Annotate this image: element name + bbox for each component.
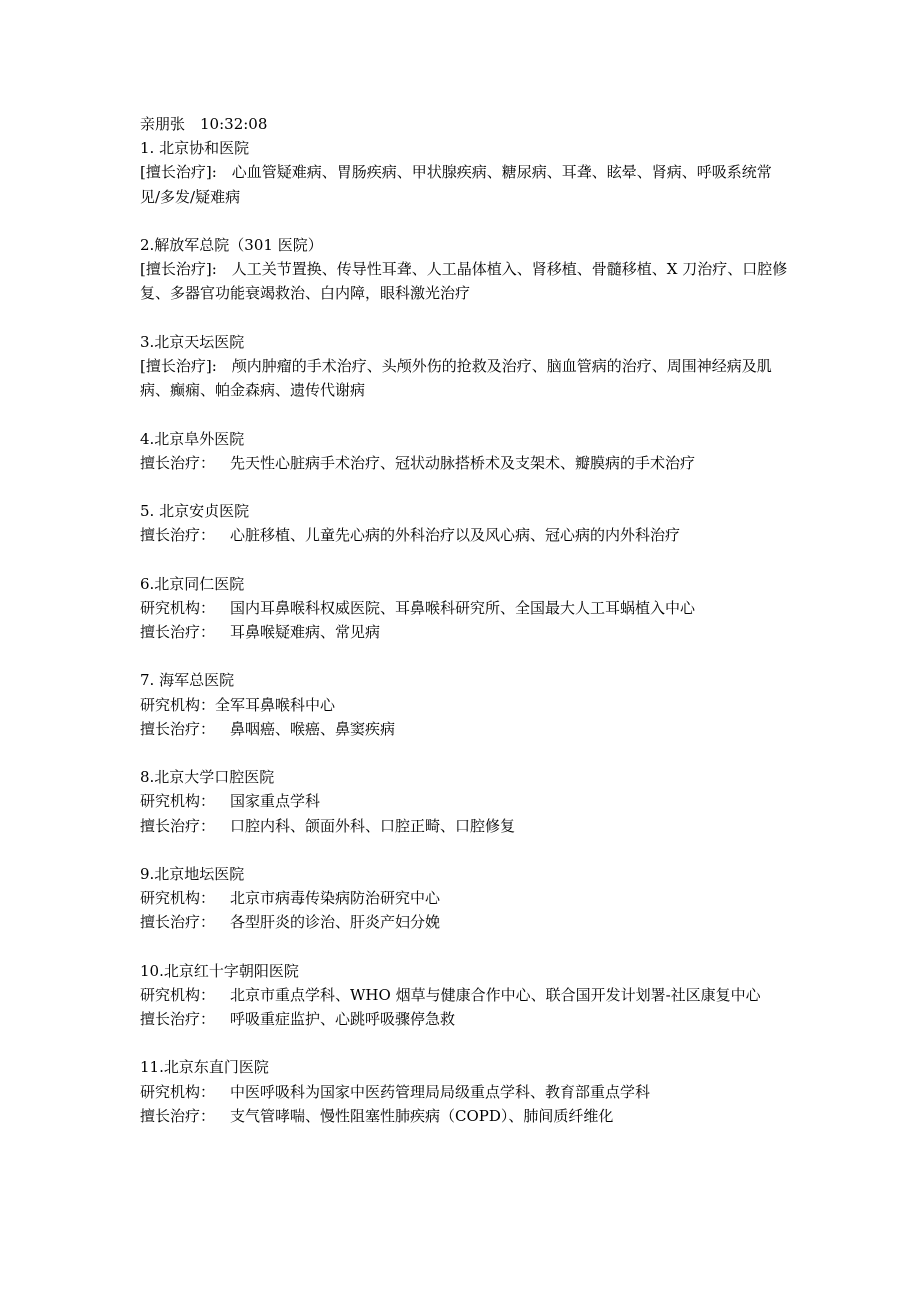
specialty-text: 颅内肿瘤的手术治疗、头颅外伤的抢救及治疗、脑血管病的治疗、周围神经病及肌病、癫痫、帕金森病、遗传代谢病 bbox=[140, 356, 772, 400]
research-text: 国家重点学科 bbox=[230, 792, 321, 811]
specialty-line bbox=[140, 160, 790, 208]
specialty-text: 鼻咽癌、喉癌、鼻窦疾病 bbox=[230, 719, 396, 738]
research-line bbox=[140, 789, 790, 813]
research-label: 研究机构： bbox=[140, 695, 216, 714]
hospital-name: 3.北京天坛医院 bbox=[140, 332, 245, 351]
specialty-label: [擅长治疗]: bbox=[140, 356, 217, 375]
research-line bbox=[140, 983, 790, 1007]
hospital-name: 8.北京大学口腔医院 bbox=[140, 768, 275, 787]
hospital-name: 9.北京地坛医院 bbox=[140, 864, 245, 883]
specialty-label: 擅长治疗： bbox=[140, 913, 216, 932]
specialty-label: 擅长治疗： bbox=[140, 1106, 216, 1125]
research-line bbox=[140, 693, 790, 717]
hospital-name: 7. 海军总医院 bbox=[140, 671, 235, 690]
research-label: 研究机构： bbox=[140, 598, 216, 617]
specialty-label: 擅长治疗： bbox=[140, 816, 216, 835]
specialty-line bbox=[140, 257, 790, 305]
hospital-name: 6.北京同仁医院 bbox=[140, 574, 245, 593]
specialty-label: 擅长治疗： bbox=[140, 623, 216, 642]
specialty-text: 口腔内科、颌面外科、口腔正畸、口腔修复 bbox=[230, 816, 516, 835]
research-label: 研究机构： bbox=[140, 889, 216, 908]
specialty-line bbox=[140, 1104, 790, 1128]
message-header bbox=[140, 112, 790, 136]
specialty-line bbox=[140, 523, 790, 547]
research-line bbox=[140, 596, 790, 620]
specialty-line bbox=[140, 620, 790, 644]
specialty-text: 心血管疑难病、胃肠疾病、甲状腺疾病、糖尿病、耳聋、眩晕、肾病、呼吸系统常见/多发/疑难病 bbox=[140, 163, 772, 206]
specialty-line bbox=[140, 354, 790, 402]
specialty-text: 呼吸重症监护、心跳呼吸骤停急救 bbox=[230, 1010, 456, 1029]
research-text: 全军耳鼻喉科中心 bbox=[215, 695, 336, 714]
specialty-line bbox=[140, 910, 790, 934]
research-text: 北京市重点学科、WHO 烟草与健康合作中心、联合国开发计划署-社区康复中心 bbox=[230, 985, 761, 1004]
specialty-line bbox=[140, 451, 790, 475]
hospital-name: 5. 北京安贞医院 bbox=[140, 502, 250, 521]
specialty-text: 耳鼻喉疑难病、常见病 bbox=[230, 623, 381, 642]
message-time: 10:32:08 bbox=[200, 115, 268, 133]
specialty-line bbox=[140, 717, 790, 741]
specialty-line bbox=[140, 814, 790, 838]
research-line bbox=[140, 1080, 790, 1104]
specialty-line bbox=[140, 1007, 790, 1031]
specialty-label: 擅长治疗： bbox=[140, 453, 216, 472]
research-label: 研究机构： bbox=[140, 792, 216, 811]
specialty-label: 擅长治疗： bbox=[140, 526, 216, 545]
research-text: 国内耳鼻喉科权威医院、耳鼻喉科研究所、全国最大人工耳蜗植入中心 bbox=[230, 598, 696, 617]
specialty-text: 各型肝炎的诊治、肝炎产妇分娩 bbox=[230, 913, 441, 932]
hospital-name: 1. 北京协和医院 bbox=[140, 139, 250, 158]
hospital-name: 2.解放军总院（301 医院） bbox=[140, 235, 323, 254]
specialty-text: 人工关节置换、传导性耳聋、人工晶体植入、肾移植、骨髓移植、X 刀治疗、口腔修复、多器官功能衰竭救治、白内障，眼科激光治疗 bbox=[140, 260, 788, 303]
hospital-name: 4.北京阜外医院 bbox=[140, 429, 245, 448]
document-page bbox=[140, 112, 790, 1128]
hospital-name: 11.北京东直门医院 bbox=[140, 1058, 269, 1077]
specialty-label: [擅长治疗]: bbox=[140, 260, 217, 279]
specialty-label: 擅长治疗： bbox=[140, 1010, 216, 1029]
research-text: 中医呼吸科为国家中医药管理局局级重点学科、教育部重点学科 bbox=[230, 1082, 651, 1101]
sender-name: 亲朋张 bbox=[140, 115, 186, 133]
research-label: 研究机构： bbox=[140, 985, 216, 1004]
specialty-text: 先天性心脏病手术治疗、冠状动脉搭桥术及支架术、瓣膜病的手术治疗 bbox=[230, 453, 696, 472]
research-line bbox=[140, 886, 790, 910]
research-label: 研究机构： bbox=[140, 1082, 216, 1101]
specialty-text: 心脏移植、儿童先心病的外科治疗以及风心病、冠心病的内外科治疗 bbox=[230, 526, 681, 545]
specialty-label: 擅长治疗： bbox=[140, 719, 216, 738]
research-text: 北京市病毒传染病防治研究中心 bbox=[230, 889, 441, 908]
hospital-name: 10.北京红十字朝阳医院 bbox=[140, 961, 299, 980]
specialty-label: [擅长治疗]: bbox=[140, 163, 217, 182]
specialty-text: 支气管哮喘、慢性阻塞性肺疾病（COPD）、肺间质纤维化 bbox=[230, 1106, 614, 1125]
